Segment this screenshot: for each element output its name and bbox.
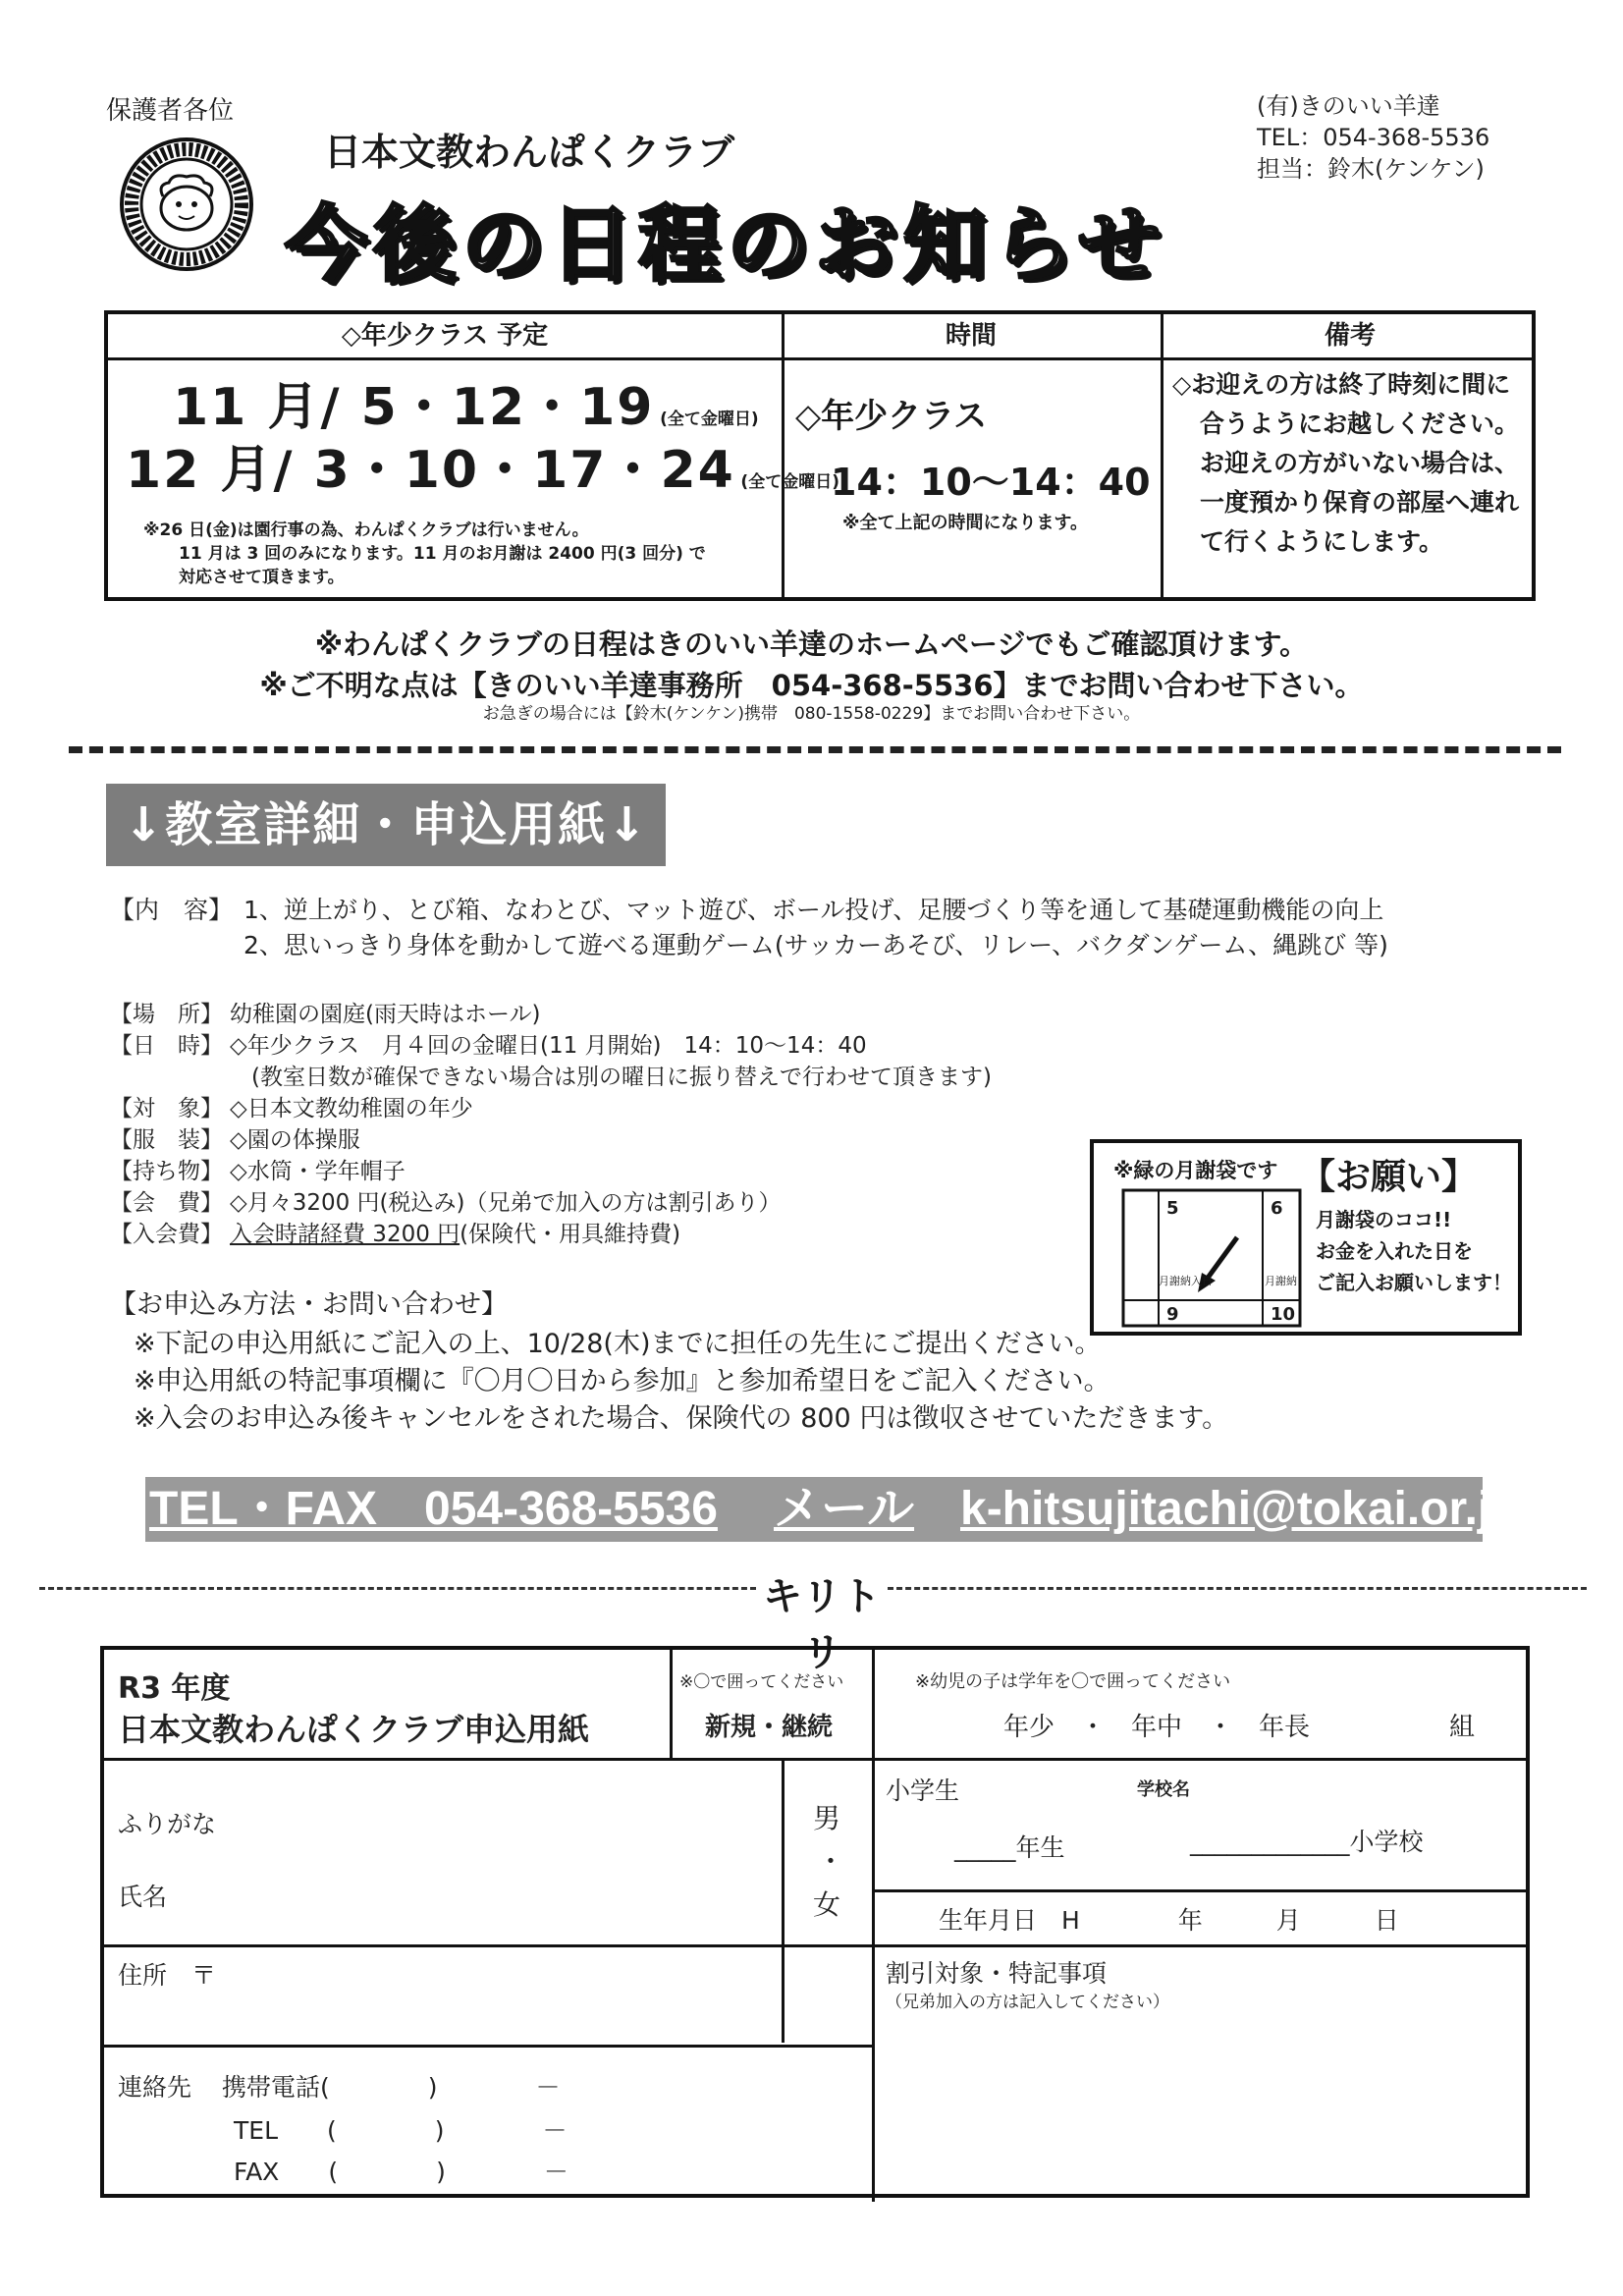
detail-entry-label: 【入会費】 [110,1222,223,1247]
application-form [100,1646,1530,2198]
company-staff: 担当：鈴木(ケンケン) [1257,155,1485,183]
schedule-header-time: 時間 [945,321,997,351]
detail-items: ◇水筒・学年帽子 [230,1159,406,1184]
detail-clothes-label: 【服 装】 [110,1127,223,1153]
contact-banner [145,1477,1520,1542]
contact-label: 連絡先 [118,2073,192,2102]
reminder-text: 月謝袋のココ!! お金を入れた日を ご記入お願いします！ [1316,1208,1512,1294]
fax-field[interactable]: FAX ( ) － [234,2158,568,2186]
schedule-header-remarks: 備考 [1324,321,1376,351]
birthday-field[interactable]: 生年月日 H 年 月 日 [939,1906,1399,1935]
schedule-header-class: ◇年少クラス 予定 [341,321,549,351]
gender-male[interactable]: 男 [813,1802,841,1834]
sheep-logo [118,136,255,273]
recipient: 保護者各位 [106,96,235,126]
envelope-reminder [1090,1139,1522,1336]
company-tel: TEL：054-368-5536 [1257,124,1490,151]
school-name-label: 学校名 [1137,1779,1190,1800]
detail-target: ◇日本文教幼稚園の年少 [230,1096,473,1121]
cut-label: キリトリ [763,1574,881,1675]
detail-fee: ◇月々3200 円(税込み)（兄弟で加入の方は割引あり） [230,1190,782,1216]
urgent-contact-note: お急ぎの場合には【鈴木(ケンケン)携帯 080-1558-0229】までお問い合わせ下さい。 [482,704,1141,724]
apply-note-1: ※下記の申込用紙にご記入の上、10/28(木)までに担任の先生にご提出ください。 [134,1329,1102,1359]
reminder-title: 【お願い】 [1300,1157,1478,1197]
class-suffix: 組 [1449,1713,1476,1742]
inquiry-note: ※ご不明な点は【きのいい羊達事務所 054-368-5536】までお問い合わせ下さい。 [259,669,1364,702]
homepage-note: ※わんぱくクラブの日程はきのいい羊達のホームページでもご確認頂けます。 [314,628,1309,661]
elementary-label: 小学生 [886,1777,960,1805]
schedule-footnote: ※26 日(金)は園行事の為、わんぱくクラブは行いません。 11 月は 3 回のみになります。11 月のお月謝は 2400 円(3 回分) で 対応させて頂きます。 [143,520,706,587]
envelope-num-5: 5 [1166,1198,1179,1219]
company-name: (有)きのいい羊達 [1257,92,1440,120]
envelope-num-6: 6 [1271,1198,1283,1219]
detail-entry: 入会時諸経費 3200 円(保険代・用具維持費) [230,1222,681,1247]
address-label: 住所 〒 [118,1961,217,1990]
detail-date-sub: (教室日数が確保できない場合は別の曜日に振り替えで行わせて頂きます) [251,1065,992,1090]
form-year: R3 年度 [118,1671,231,1706]
grade-note: ※幼児の子は学年を〇で囲ってください [915,1671,1231,1692]
section-title: ↓教室詳細・申込用紙↓ [106,784,666,866]
apply-note-3: ※入会のお申込み後キャンセルをされた場合、保険代の 800 円は徴収させていただきます。 [134,1403,1229,1434]
detail-place-label: 【場 所】 [110,1002,223,1027]
discount-note: （兄弟加入の方は記入してください） [886,1993,1169,2012]
email-link[interactable]: k-hitsujitachi@tokai.or.jp [960,1483,1520,1535]
remarks: ◇お迎えの方は終了時刻に間に 合うようにお越しください。 お迎えの方がいない場合は、 一度預かり保育の部屋へ連れ て行くようにします。 [1172,370,1520,556]
page-title: 今後の日程のお知らせ [285,196,1166,293]
envelope-paid-date-label: 月謝納入日 [1159,1275,1213,1287]
furigana-label: ふりがな [118,1810,217,1838]
circle-note: ※〇で囲ってください [679,1672,844,1692]
apply-note-2: ※申込用紙の特記事項欄に『〇月〇日から参加』と参加希望日をご記入ください。 [134,1366,1110,1396]
mobile-field[interactable]: 携帯電話( ) － [222,2073,561,2102]
gender-dot: ・ [817,1845,845,1878]
time-note: ※全て上記の時間になります。 [842,513,1089,533]
detail-fee-label: 【会 費】 [110,1190,223,1216]
cut-line-left [39,1587,756,1590]
grade-field[interactable]: _____年生 [954,1833,1065,1862]
envelope-paid-date-label-2: 月謝納 [1265,1275,1297,1287]
detail-place: 幼稚園の園庭(雨天時はホール) [230,1002,541,1027]
gender-female[interactable]: 女 [813,1888,841,1921]
company-contact [1257,90,1489,185]
november-dates: 11 月/ 5・12・19 (全て金曜日) [173,378,759,437]
detail-date: ◇年少クラス 月４回の金曜日(11 月開始) 14：10～14：40 [230,1033,867,1059]
detail-content-2: 2、思いっきり身体を動かして遊べる運動ゲーム(サッカーあそび、リレー、バクダンゲーム、縄跳び 等) [243,931,1388,959]
detail-items-label: 【持ち物】 [110,1159,223,1184]
detail-content-1: 1、逆上がり、とび箱、なわとび、マット遊び、ボール投げ、足腰づくり等を通して基礎運動機能の向上 [243,896,1384,924]
school-field[interactable]: _____________小学校 [1190,1828,1424,1856]
detail-content-label: 【内 容】 [110,896,234,924]
class-time: 14：10～14：40 [831,461,1151,504]
envelope-label: ※緑の月謝袋です [1113,1159,1278,1182]
mail-label: メール [774,1483,915,1535]
club-name: 日本文教わんぱくクラブ [324,131,735,174]
tel-field[interactable]: TEL ( ) － [234,2116,568,2145]
detail-date-label: 【日 時】 [110,1033,223,1059]
form-title: 日本文教わんぱくクラブ申込用紙 [118,1711,590,1748]
cut-line-right [888,1587,1587,1590]
tel-fax: TEL・FAX 054-368-5536 [149,1483,718,1535]
detail-clothes: ◇園の体操服 [230,1127,360,1153]
december-dates: 12 月/ 3・10・17・24 (全て金曜日) [126,441,839,500]
schedule-table [104,310,1536,601]
apply-heading: 【お申込み方法・お問い合わせ】 [110,1289,508,1320]
section-divider [69,746,1561,753]
detail-target-label: 【対 象】 [110,1096,223,1121]
name-label: 氏名 [118,1883,168,1911]
envelope-num-9: 9 [1166,1304,1179,1325]
envelope-num-10: 10 [1271,1304,1296,1325]
class-name: ◇年少クラス [795,397,988,436]
discount-label: 割引対象・特記事項 [886,1959,1108,1988]
grade-options[interactable]: 年少 ・ 年中 ・ 年長 [1003,1713,1311,1742]
new-continue-option[interactable]: 新規・継続 [705,1713,834,1742]
